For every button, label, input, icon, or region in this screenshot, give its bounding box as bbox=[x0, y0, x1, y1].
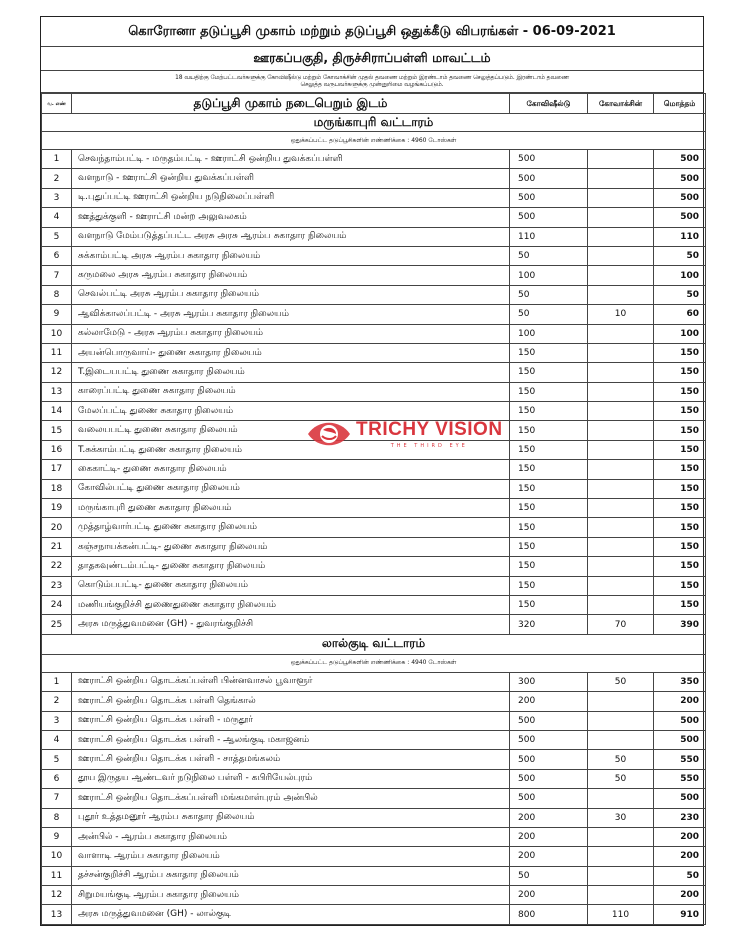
camp-location: முத்தாழ்வார்பட்டி துணை சுகாதார நிலையம் bbox=[72, 518, 510, 537]
camp-location: சிறுமயங்குடி ஆரம்ப சுகாதார நிலையம் bbox=[72, 886, 510, 905]
camp-location: அன்பில் - ஆரம்ப சுகாதார நிலையம் bbox=[72, 827, 510, 846]
covishield-count: 320 bbox=[510, 615, 588, 634]
covaxin-count bbox=[588, 847, 654, 866]
covishield-count: 150 bbox=[510, 343, 588, 362]
total-count: 390 bbox=[654, 615, 706, 634]
covishield-count: 150 bbox=[510, 537, 588, 556]
covaxin-count bbox=[588, 266, 654, 285]
total-count: 100 bbox=[654, 266, 706, 285]
covaxin-count bbox=[588, 440, 654, 459]
covishield-count: 100 bbox=[510, 266, 588, 285]
serial-number: 7 bbox=[42, 266, 72, 285]
serial-number: 24 bbox=[42, 595, 72, 614]
camp-location: மருங்காபுரி துணை சுகாதார நிலையம் bbox=[72, 499, 510, 518]
covaxin-count bbox=[588, 479, 654, 498]
serial-number: 18 bbox=[42, 479, 72, 498]
serial-number: 21 bbox=[42, 537, 72, 556]
total-count: 910 bbox=[654, 905, 706, 924]
serial-number: 4 bbox=[42, 730, 72, 749]
camp-location: ஆவிக்காலப்பட்டி - அரசு ஆரம்ப சுகாதார நிலையம் bbox=[72, 305, 510, 324]
camp-location: கொடும்பபட்டி- துணை சுகாதார நிலையம் bbox=[72, 576, 510, 595]
serial-number: 7 bbox=[42, 789, 72, 808]
total-count: 150 bbox=[654, 382, 706, 401]
table-row bbox=[42, 518, 706, 537]
covishield-count: 500 bbox=[510, 208, 588, 227]
table-row bbox=[42, 324, 706, 343]
camp-location: வாளாடி ஆரம்ப சுகாதார நிலையம் bbox=[72, 847, 510, 866]
covaxin-count bbox=[588, 285, 654, 304]
dose-allocation-row bbox=[42, 132, 706, 150]
covaxin-count bbox=[588, 324, 654, 343]
camp-location: சுக்காம்பட்டி அரசு ஆரம்ப சுகாதார நிலையம் bbox=[72, 246, 510, 265]
covaxin-count bbox=[588, 208, 654, 227]
table-row bbox=[42, 847, 706, 866]
covishield-count: 150 bbox=[510, 557, 588, 576]
serial-number: 20 bbox=[42, 518, 72, 537]
table-row bbox=[42, 169, 706, 188]
covishield-count: 150 bbox=[510, 421, 588, 440]
total-count: 150 bbox=[654, 343, 706, 362]
camp-location: வலையபட்டி துணை சுகாதார நிலையம் bbox=[72, 421, 510, 440]
covishield-count: 150 bbox=[510, 518, 588, 537]
camp-location: அயன்பொருவாய்- துணை சுகாதார நிலையம் bbox=[72, 343, 510, 362]
covaxin-count bbox=[588, 382, 654, 401]
watermark-title: TRICHY VISION bbox=[356, 419, 503, 440]
covishield-count: 150 bbox=[510, 576, 588, 595]
table-row bbox=[42, 866, 706, 885]
table-row bbox=[42, 827, 706, 846]
camp-location: T.சுக்காம்பட்டி துணை சுகாதார நிலையம் bbox=[72, 440, 510, 459]
eligibility-note-line-1: 18 வயதிற்கு மேற்பட்டவர்களுக்கு கோவிஷீல்டு மற்றும் கோவாக்சின் முதல் தவணை மற்றும் இரண்டாம் தவணை செலுத்தப்படும். இரண்டாம் தவணை bbox=[175, 74, 569, 81]
covaxin-count bbox=[588, 227, 654, 246]
column-header-covaxin: கோவாக்சின் bbox=[588, 94, 654, 114]
camp-location: கஞ்சநாயக்கன்பட்டி- துணை சுகாதார நிலையம் bbox=[72, 537, 510, 556]
covishield-count: 500 bbox=[510, 730, 588, 749]
watermark-tagline: THE THIRD EYE bbox=[390, 443, 468, 449]
covaxin-count bbox=[588, 499, 654, 518]
covishield-count: 150 bbox=[510, 479, 588, 498]
covaxin-count bbox=[588, 150, 654, 169]
table-row bbox=[42, 285, 706, 304]
camp-location: கல்லாமேடு - அரசு ஆரம்ப சுகாதார நிலையம் bbox=[72, 324, 510, 343]
table-row bbox=[42, 808, 706, 827]
covaxin-count bbox=[588, 343, 654, 362]
covaxin-count: 110 bbox=[588, 905, 654, 924]
covishield-count: 500 bbox=[510, 169, 588, 188]
dose-allocation: ஒதுக்கப்பட்ட தடுப்பூசிகளின் எண்ணிக்கை : 4940 டோஸ்கள் bbox=[42, 654, 706, 672]
covishield-count: 150 bbox=[510, 440, 588, 459]
covaxin-count bbox=[588, 576, 654, 595]
camp-location: ஊராட்சி ஒன்றிய தொடக்கப்பள்ளி மங்கமாள்புரம் அன்பில் bbox=[72, 789, 510, 808]
total-count: 150 bbox=[654, 518, 706, 537]
camp-location: அரசு மருத்துவமனை (GH) - துவரங்குறிச்சி bbox=[72, 615, 510, 634]
table-row bbox=[42, 730, 706, 749]
table-row bbox=[42, 789, 706, 808]
table-row bbox=[42, 769, 706, 788]
table-row bbox=[42, 343, 706, 362]
total-count: 150 bbox=[654, 460, 706, 479]
covishield-count: 50 bbox=[510, 866, 588, 885]
table-row bbox=[42, 440, 706, 459]
table-row bbox=[42, 886, 706, 905]
table-row bbox=[42, 150, 706, 169]
serial-number: 22 bbox=[42, 557, 72, 576]
serial-number: 10 bbox=[42, 324, 72, 343]
covishield-count: 150 bbox=[510, 402, 588, 421]
total-count: 500 bbox=[654, 208, 706, 227]
document-title: கொரோனா தடுப்பூசி முகாம் மற்றும் தடுப்பூசி ஒதுக்கீடு விபரங்கள் - 06-09-2021 bbox=[41, 17, 703, 47]
table-row bbox=[42, 537, 706, 556]
total-count: 200 bbox=[654, 827, 706, 846]
covishield-count: 110 bbox=[510, 227, 588, 246]
covishield-count: 50 bbox=[510, 305, 588, 324]
camp-location: தச்சன்குறிச்சி ஆரம்ப சுகாதார நிலையம் bbox=[72, 866, 510, 885]
total-count: 550 bbox=[654, 769, 706, 788]
table-row bbox=[42, 382, 706, 401]
table-row bbox=[42, 305, 706, 324]
total-count: 150 bbox=[654, 421, 706, 440]
table-row bbox=[42, 188, 706, 207]
camp-location: ஊராட்சி ஒன்றிய தொடக்க பள்ளி தெங்கால் bbox=[72, 692, 510, 711]
covaxin-count bbox=[588, 827, 654, 846]
covishield-count: 150 bbox=[510, 382, 588, 401]
table-header-row bbox=[42, 94, 706, 114]
total-count: 50 bbox=[654, 246, 706, 265]
serial-number: 8 bbox=[42, 808, 72, 827]
total-count: 500 bbox=[654, 150, 706, 169]
covaxin-count: 50 bbox=[588, 769, 654, 788]
total-count: 200 bbox=[654, 847, 706, 866]
camp-location: காரைப்பட்டி துணை சுகாதார நிலையம் bbox=[72, 382, 510, 401]
total-count: 150 bbox=[654, 537, 706, 556]
serial-number: 6 bbox=[42, 769, 72, 788]
covishield-count: 200 bbox=[510, 847, 588, 866]
eligibility-note bbox=[41, 71, 703, 93]
total-count: 200 bbox=[654, 886, 706, 905]
covishield-count: 150 bbox=[510, 499, 588, 518]
table-row bbox=[42, 421, 706, 440]
serial-number: 5 bbox=[42, 750, 72, 769]
table-row bbox=[42, 499, 706, 518]
zone-header-row bbox=[42, 114, 706, 132]
covaxin-count bbox=[588, 595, 654, 614]
serial-number: 1 bbox=[42, 150, 72, 169]
column-header-total: மொத்தம் bbox=[654, 94, 706, 114]
camp-location: வளநாடு - ஊராட்சி ஒன்றிய துவக்கப்பள்ளி bbox=[72, 169, 510, 188]
serial-number: 9 bbox=[42, 827, 72, 846]
covishield-count: 150 bbox=[510, 460, 588, 479]
serial-number: 5 bbox=[42, 227, 72, 246]
table-row bbox=[42, 208, 706, 227]
covishield-count: 50 bbox=[510, 285, 588, 304]
table-row bbox=[42, 905, 706, 924]
total-count: 550 bbox=[654, 750, 706, 769]
camp-location: மேலப்பட்டி துணை சுகாதார நிலையம் bbox=[72, 402, 510, 421]
camp-table-body bbox=[42, 94, 706, 925]
total-count: 150 bbox=[654, 440, 706, 459]
table-row bbox=[42, 615, 706, 634]
camp-location: வளநாடு மேம்படுத்தப்பட்ட அரசு அரசு ஆரம்ப சுகாதார நிலையம் bbox=[72, 227, 510, 246]
serial-number: 15 bbox=[42, 421, 72, 440]
total-count: 50 bbox=[654, 866, 706, 885]
total-count: 100 bbox=[654, 324, 706, 343]
district-subtitle: ஊரகப்பகுதி, திருச்சிராப்பள்ளி மாவட்டம் bbox=[41, 47, 703, 71]
serial-number: 9 bbox=[42, 305, 72, 324]
covaxin-count: 50 bbox=[588, 672, 654, 691]
covaxin-count bbox=[588, 169, 654, 188]
serial-number: 2 bbox=[42, 692, 72, 711]
total-count: 150 bbox=[654, 499, 706, 518]
camp-table bbox=[41, 93, 706, 925]
covishield-count: 800 bbox=[510, 905, 588, 924]
covishield-count: 50 bbox=[510, 246, 588, 265]
covishield-count: 500 bbox=[510, 711, 588, 730]
vaccination-schedule-sheet bbox=[40, 16, 704, 926]
covaxin-count bbox=[588, 789, 654, 808]
eligibility-note-line-2: செலுத்த வருபவர்களுக்கு முன்னுரிமை வழங்கப்படும். bbox=[300, 81, 444, 88]
total-count: 500 bbox=[654, 711, 706, 730]
camp-location: ஊராட்சி ஒன்றிய தொடக்க பள்ளி - சாத்தமங்கலம் bbox=[72, 750, 510, 769]
covishield-count: 100 bbox=[510, 324, 588, 343]
covishield-count: 150 bbox=[510, 595, 588, 614]
covishield-count: 300 bbox=[510, 672, 588, 691]
camp-location: செவல்பட்டி அரசு ஆரம்ப சுகாதார நிலையம் bbox=[72, 285, 510, 304]
covaxin-count bbox=[588, 557, 654, 576]
table-row bbox=[42, 750, 706, 769]
table-row bbox=[42, 227, 706, 246]
camp-location: கைகாட்டி- துணை சுகாதார நிலையம் bbox=[72, 460, 510, 479]
total-count: 110 bbox=[654, 227, 706, 246]
table-row bbox=[42, 402, 706, 421]
total-count: 150 bbox=[654, 479, 706, 498]
serial-number: 11 bbox=[42, 866, 72, 885]
total-count: 350 bbox=[654, 672, 706, 691]
serial-number: 12 bbox=[42, 363, 72, 382]
total-count: 50 bbox=[654, 285, 706, 304]
covaxin-count bbox=[588, 711, 654, 730]
serial-number: 17 bbox=[42, 460, 72, 479]
covaxin-count bbox=[588, 537, 654, 556]
covaxin-count bbox=[588, 188, 654, 207]
zone-name: லால்குடி வட்டாரம் bbox=[42, 634, 706, 654]
covaxin-count bbox=[588, 730, 654, 749]
camp-location: டி.புதுப்பட்டி ஊராட்சி ஒன்றிய நடுநிலைப்பள்ளி bbox=[72, 188, 510, 207]
total-count: 230 bbox=[654, 808, 706, 827]
camp-location: புதூர் உத்தமனூர் ஆரம்ப சுகாதார நிலையம் bbox=[72, 808, 510, 827]
serial-number: 16 bbox=[42, 440, 72, 459]
covaxin-count: 30 bbox=[588, 808, 654, 827]
serial-number: 13 bbox=[42, 905, 72, 924]
camp-location: தாதகவுண்டம்பட்டி- துணை சுகாதார நிலையம் bbox=[72, 557, 510, 576]
serial-number: 8 bbox=[42, 285, 72, 304]
covishield-count: 500 bbox=[510, 188, 588, 207]
camp-location: கருமலை அரசு ஆரம்ப சுகாதார நிலையம் bbox=[72, 266, 510, 285]
serial-number: 3 bbox=[42, 711, 72, 730]
serial-number: 12 bbox=[42, 886, 72, 905]
table-row bbox=[42, 363, 706, 382]
total-count: 150 bbox=[654, 402, 706, 421]
serial-number: 19 bbox=[42, 499, 72, 518]
covishield-count: 150 bbox=[510, 363, 588, 382]
covishield-count: 200 bbox=[510, 827, 588, 846]
total-count: 150 bbox=[654, 595, 706, 614]
serial-number: 4 bbox=[42, 208, 72, 227]
serial-number: 2 bbox=[42, 169, 72, 188]
camp-location: கோவில்பட்டி துணை சுகாதார நிலையம் bbox=[72, 479, 510, 498]
camp-location: தூய இருதய ஆண்டவர் நடுநிலை பள்ளி - கபிரியேல்புரம் bbox=[72, 769, 510, 788]
covaxin-count bbox=[588, 886, 654, 905]
dose-allocation-row bbox=[42, 654, 706, 672]
covaxin-count bbox=[588, 421, 654, 440]
camp-location: ஊத்துக்குளி - ஊராட்சி மன்ற அலுவலகம் bbox=[72, 208, 510, 227]
covaxin-count bbox=[588, 402, 654, 421]
table-row bbox=[42, 711, 706, 730]
covaxin-count bbox=[588, 246, 654, 265]
dose-allocation: ஒதுக்கப்பட்ட தடுப்பூசிகளின் எண்ணிக்கை : 4960 டோஸ்கள் bbox=[42, 132, 706, 150]
covaxin-count bbox=[588, 460, 654, 479]
serial-number: 10 bbox=[42, 847, 72, 866]
serial-number: 13 bbox=[42, 382, 72, 401]
serial-number: 25 bbox=[42, 615, 72, 634]
covishield-count: 500 bbox=[510, 769, 588, 788]
covaxin-count bbox=[588, 692, 654, 711]
camp-location: மணியங்குறிச்சி துணைதுணை சுகாதார நிலையம் bbox=[72, 595, 510, 614]
table-row bbox=[42, 595, 706, 614]
camp-location: T.இடையபட்டி துணை சுகாதார நிலையம் bbox=[72, 363, 510, 382]
table-row bbox=[42, 692, 706, 711]
camp-location: ஊராட்சி ஒன்றிய தொடக்கப்பள்ளி பின்னவாசல் பூவாளூர் bbox=[72, 672, 510, 691]
table-row bbox=[42, 246, 706, 265]
serial-number: 11 bbox=[42, 343, 72, 362]
covishield-count: 200 bbox=[510, 808, 588, 827]
table-row bbox=[42, 557, 706, 576]
covishield-count: 500 bbox=[510, 789, 588, 808]
total-count: 200 bbox=[654, 692, 706, 711]
table-row bbox=[42, 672, 706, 691]
total-count: 150 bbox=[654, 576, 706, 595]
column-header-place: தடுப்பூசி முகாம் நடைபெறும் இடம் bbox=[72, 94, 510, 114]
camp-location: ஊராட்சி ஒன்றிய தொடக்க பள்ளி - ஆலங்குடி மகாஜனம் bbox=[72, 730, 510, 749]
covaxin-count: 50 bbox=[588, 750, 654, 769]
zone-header-row bbox=[42, 634, 706, 654]
column-header-covishield: கோவிஷீல்டு bbox=[510, 94, 588, 114]
table-row bbox=[42, 479, 706, 498]
table-row bbox=[42, 576, 706, 595]
column-header-serial: வ. எண் bbox=[42, 94, 72, 114]
serial-number: 6 bbox=[42, 246, 72, 265]
total-count: 150 bbox=[654, 557, 706, 576]
total-count: 500 bbox=[654, 789, 706, 808]
table-row bbox=[42, 460, 706, 479]
covishield-count: 200 bbox=[510, 886, 588, 905]
camp-location: செவந்தாம்பட்டி - மருதம்பட்டி - ஊராட்சி ஒன்றிய துவக்கப்பள்ளி bbox=[72, 150, 510, 169]
total-count: 500 bbox=[654, 169, 706, 188]
covaxin-count: 70 bbox=[588, 615, 654, 634]
total-count: 500 bbox=[654, 730, 706, 749]
covaxin-count: 10 bbox=[588, 305, 654, 324]
serial-number: 1 bbox=[42, 672, 72, 691]
serial-number: 3 bbox=[42, 188, 72, 207]
camp-location: ஊராட்சி ஒன்றிய தொடக்க பள்ளி - மருதூர் bbox=[72, 711, 510, 730]
covaxin-count bbox=[588, 866, 654, 885]
total-count: 60 bbox=[654, 305, 706, 324]
total-count: 500 bbox=[654, 188, 706, 207]
zone-name: மருங்காபுரி வட்டாரம் bbox=[42, 114, 706, 132]
covishield-count: 500 bbox=[510, 150, 588, 169]
table-row bbox=[42, 266, 706, 285]
covishield-count: 200 bbox=[510, 692, 588, 711]
covishield-count: 500 bbox=[510, 750, 588, 769]
covaxin-count bbox=[588, 363, 654, 382]
total-count: 150 bbox=[654, 363, 706, 382]
covaxin-count bbox=[588, 518, 654, 537]
serial-number: 14 bbox=[42, 402, 72, 421]
serial-number: 23 bbox=[42, 576, 72, 595]
camp-location: அரசு மருத்துவமனை (GH) - லால்குடி bbox=[72, 905, 510, 924]
